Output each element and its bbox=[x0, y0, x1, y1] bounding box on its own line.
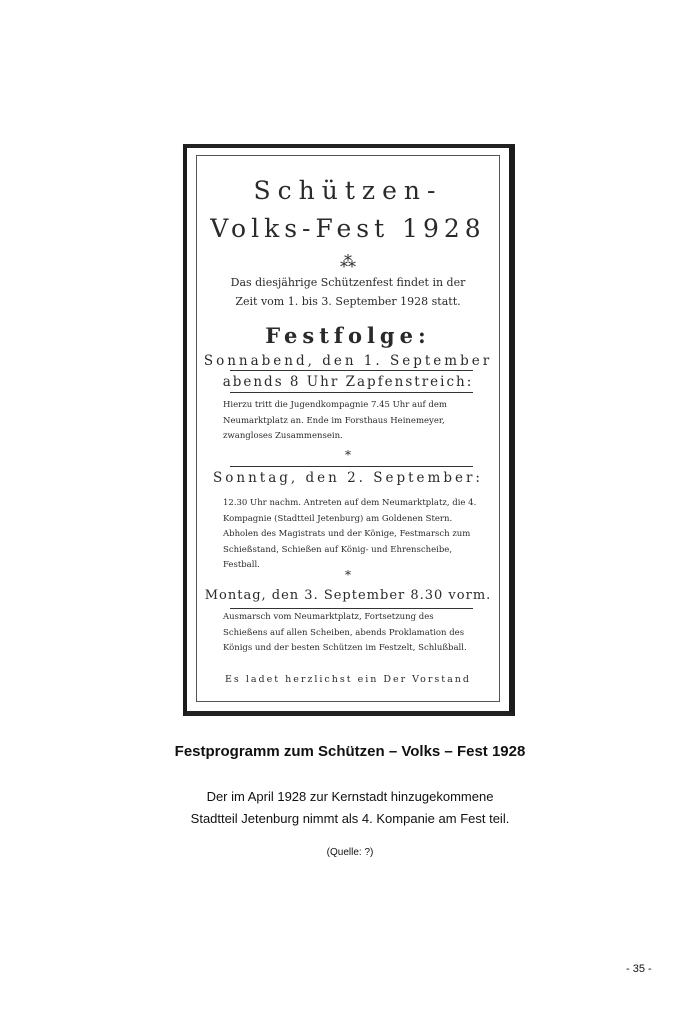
clipping-title-line2: Volks-Fest 1928 bbox=[210, 214, 486, 243]
clipping-title-line1: Schützen- bbox=[253, 176, 443, 205]
clipping-inner-border bbox=[196, 155, 500, 702]
day2-text: 12.30 Uhr nachm. Antreten auf dem Neumarktplatz, die 4. Kompagnie (Stadtteil Jetenburg) am Goldenen Stern. Abholen des Magistrats und der Könige, Festmarsch zum Schießstand, Schießen auf König- und Ehrenscheibe, Festball. bbox=[223, 498, 477, 570]
separator-star: * bbox=[345, 568, 351, 582]
page-number: - 35 - bbox=[626, 963, 652, 975]
day1-event: abends 8 Uhr Zapfenstreich: bbox=[222, 374, 474, 390]
day2-heading: Sonntag, den 2. September: bbox=[213, 470, 483, 486]
divider bbox=[230, 392, 473, 393]
divider bbox=[230, 608, 473, 609]
ornament-icon: ⁂ bbox=[340, 252, 356, 271]
figure-caption: Festprogramm zum Schützen – Volks – Fest 1928 bbox=[174, 743, 526, 760]
clipping-closing: Es ladet herzlichst ein Der Vorstand bbox=[225, 674, 471, 685]
divider bbox=[230, 466, 473, 467]
clipping-intro-line1: Das diesjährige Schützenfest findet in der bbox=[230, 276, 466, 289]
day1-heading: Sonnabend, den 1. September bbox=[203, 353, 493, 369]
day3-text: Ausmarsch vom Neumarktplatz, Fortsetzung des Schießens auf allen Scheiben, abends Proklamation des Königs und der besten Schützen im Festzelt, Schlußball. bbox=[223, 612, 467, 653]
description-line2: Stadtteil Jetenburg nimmt als 4. Kompanie am Fest teil. bbox=[190, 811, 510, 826]
divider bbox=[230, 370, 473, 371]
day3-heading: Montag, den 3. September 8.30 vorm. bbox=[204, 588, 492, 603]
day1-text: Hierzu tritt die Jugendkompagnie 7.45 Uhr auf dem Neumarktplatz an. Ende im Forsthaus Heinemeyer, zwangloses Zusammensein. bbox=[223, 400, 447, 441]
separator-star: * bbox=[345, 448, 351, 462]
clipping-heading: Festfolge: bbox=[265, 323, 431, 348]
source-note: (Quelle: ?) bbox=[326, 847, 374, 858]
clipping-intro-line2: Zeit vom 1. bis 3. September 1928 statt. bbox=[235, 295, 461, 308]
description-line1: Der im April 1928 zur Kernstadt hinzugekommene bbox=[206, 789, 494, 804]
newspaper-clipping bbox=[183, 144, 515, 716]
